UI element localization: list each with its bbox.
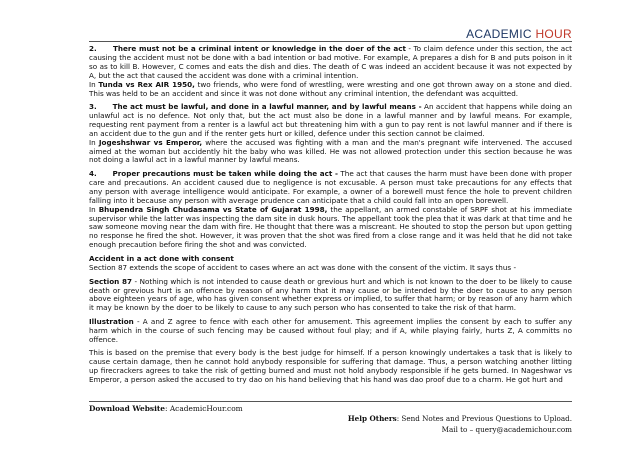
footer-rule [89,401,572,402]
section-4 [89,170,572,250]
section-87-label: Section 87 [89,276,132,286]
consent-heading: Accident in a act done with consent [89,253,234,263]
case-bhupendra-text: the appellant, an armed constable of SRPF shot at his immediate supervisor while the latter was inspecting the dam site in dusk hours. The appellant took the plea that it was dark at that time and he saw someone moving near the dam with fire. He thought that there was a miscreant. He shouted to stop the person but upon getting no response he fired the shot. However, it was proven that the shot was fired from a close range and it was held that he did not take enough precaution before firing the shot and was convicted. [89,204,573,250]
case-bhupendra: Bhupendra Singh Chudasama vs State of Gujarat 1998, [98,204,328,214]
case-jogeshshwar-text: where the accused was fighting with a man and the man's pregnant wife intervened. The accused aimed at the woman but accidently hit the baby who was killed. He was not allowed protection under this section because he was not doing a lawful act in a lawful manner by lawful means. [89,137,573,165]
brand-accent: HOUR [535,27,572,41]
website-label: Download Website [89,404,165,413]
case-tunda: Tunda vs Rex AIR 1950, [98,79,195,89]
section-2-text: - To claim defence under this section, the act causing the accident must not be done with a bad intention or bad motive. For example, A prepares a dish for B and puts poison in it so as to kill B. However, C comes and eats the dish and dies. The death of C was indeed an accident because it was not expected by A, but the act that caused the accident was done with a criminal intention. [89,44,572,80]
illustration-label: Illustration [89,316,134,326]
illustration-text: - A and Z agree to fence with each other for amusement. This agreement implies the consent by each to suffer any harm which in the course of such fencing may be caused without foul play; and if A, while playing fairly, hurts Z, A committs no offence. [89,316,572,344]
mail-line[interactable]: Mail to – query@academichour.com [441,425,572,434]
case-jogeshshwar: Jogeshshwar vs Emperor, [98,137,203,147]
help-label: Help Others [347,414,397,423]
section-2-title: 2. There must not be a criminal intent or knowledge in the doer of the act [89,44,406,53]
website-link[interactable]: : AcademicHour.com [165,404,243,413]
case-tunda-text: two friends, who were fond of wrestling, were wresting and one got thrown away on a stone and died. This was held to be an accident and since it was not done without any criminal intention, the defendant was acquitted. [89,79,572,98]
section-2 [89,45,572,98]
section-87 [89,278,572,314]
section-3-text: An accident that happens while doing an unlawful act is no defence. Not only that, but the act must also be done in a lawful manner and by lawful means. For example, requesting rent payment from a renter is a lawful act but threatening him with a gun to pay rent is not lawful manner and if there is an accident due to the gun and if the renter gets hurt or killed, defence under this section cannot be claimed. [89,102,573,138]
illustration [89,318,572,345]
section-4-title: 4. Proper precautions must be taken while doing the act - [89,168,338,178]
help-line [348,413,572,424]
case-prefix: In [89,137,99,147]
document-body [89,45,572,389]
section-3-title: 3. The act must be lawful, and done in a lawful manner, and by lawful means - [89,102,422,112]
header-rule [89,41,572,42]
basis-paragraph: This is based on the premise that every body is the best judge for himself. If a person knowingly undertakes a task that is likely to cause certain damage, then he cannot hold anybody responsible for suffering that damage. Thus, a person watching another litting up firecrackers agrees to take the risk of getting burned and must not hold anybody responsible if he gets burned. In Nageshwar vs Emperor, a person asked the accused to try dao on his hand believing that his hand was dao proof due to a charm. He got hurt and [89,348,572,384]
help-text: : Send Notes and Previous Questions to Upload. [396,414,572,423]
section-87-text: - Nothing which is not intended to cause death or grevious hurt and which is not known to the doer to be likely to cause death or grevious hurt is an offence by reason of any harm that it may cause or be intended by the doer to cause to any person above eighteen years of age, who has given consent whether express or implied, to suffer that harm; or by reason of any harm which it may be known by the doer to be likely to cause to any such person who has consented to take the risk of that harm. [89,276,572,313]
footer-help [348,413,572,435]
section-4-text: The act that causes the harm must have been done with proper care and precautions. An accident caused due to negligence is not excusable. A person must take precautions for any effects that any person with average intelligence would anticipate. For example, a owner of a borewell must fence the hole to prevent children falling into it because any person with average prudence can anticipate that a child could fall into an open borewell. [89,168,572,205]
case-prefix: In [89,204,99,214]
brand-primary: ACADEMIC [466,27,532,41]
brand-logo [466,27,572,41]
case-prefix: In [89,79,99,89]
footer-website [89,404,243,413]
consent-text: Section 87 extends the scope of accident to cases where an act was done with the consent of the victim. It says thus - [89,263,517,273]
section-3 [89,103,572,165]
